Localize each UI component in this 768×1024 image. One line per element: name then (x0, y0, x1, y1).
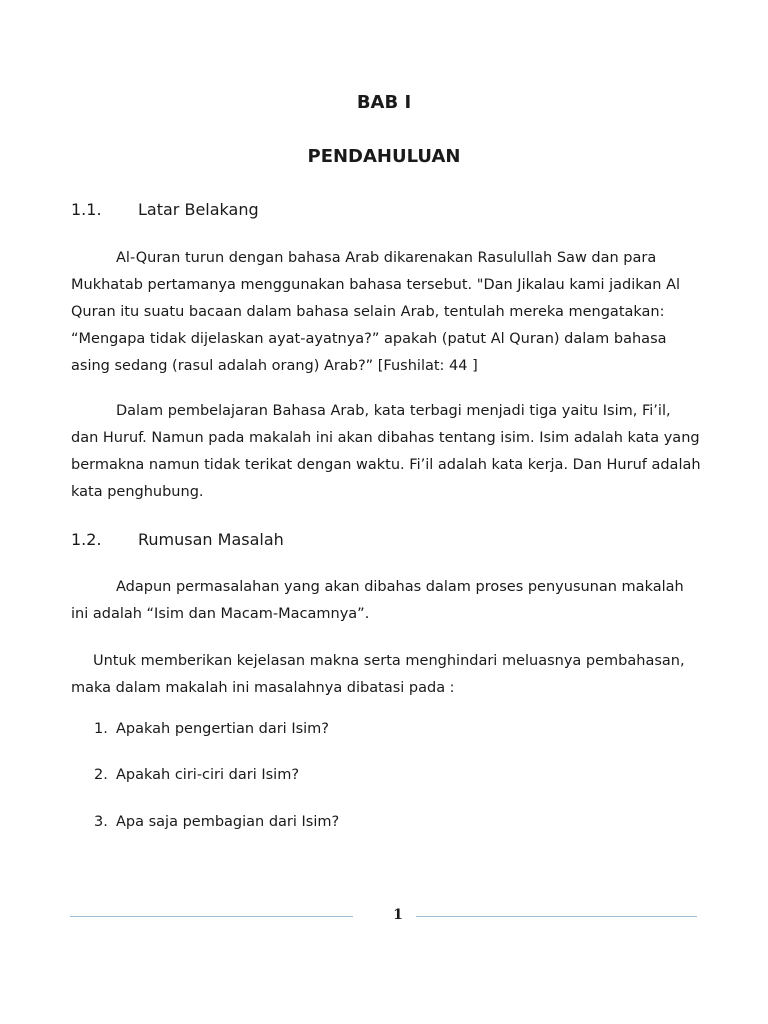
paragraph: Adapun permasalahan yang akan dibahas dalam proses penyusunan makalah ini adalah “Isim dan Macam-Macamnya”. (71, 579, 684, 622)
list-item-number: 2. (94, 767, 108, 783)
section-heading-rumusan-masalah (71, 530, 284, 549)
section-number: 1.1. (71, 200, 102, 219)
section-title: Rumusan Masalah (138, 530, 284, 549)
list-item-text: Apakah ciri-ciri dari Isim? (116, 767, 300, 783)
list-item-text: Apa saja pembagian dari Isim? (116, 814, 340, 830)
paragraph: Dalam pembelajaran Bahasa Arab, kata terbagi menjadi tiga yaitu Isim, Fi’il, dan Huruf. Namun pada makalah ini akan dibahas tentang isim. Isim adalah kata yang bermakna namun tidak terikat dengan waktu. Fi’il adalah kata kerja. Dan Huruf adalah kata penghubung. (71, 403, 701, 500)
paragraph: Al-Quran turun dengan bahasa Arab dikarenakan Rasulullah Saw dan para Mukhatab pertamanya menggunakan bahasa tersebut. "Dan Jikalau kami jadikan Al Quran itu suatu bacaan dalam bahasa selain Arab, tentulah mereka mengatakan: “Mengapa tidak dijelaskan ayat-ayatnya?” apakah (patut Al Quran) dalam bahasa asing sedang (rasul adalah orang) Arab?” [Fushilat: 44 ] (71, 250, 681, 374)
list-item (94, 814, 339, 830)
list-item-number: 3. (94, 814, 108, 830)
page-number: 1 (393, 907, 403, 923)
chapter-title: PENDAHULUAN (307, 146, 461, 167)
paragraph: Untuk memberikan kejelasan makna serta menghindari meluasnya pembahasan, maka dalam makalah ini masalahnya dibatasi pada : (71, 653, 685, 696)
section-heading-latar-belakang (71, 200, 259, 219)
section-title: Latar Belakang (138, 200, 259, 219)
footer-rule-right (416, 916, 697, 917)
list-item (94, 767, 299, 783)
list-item (94, 721, 329, 737)
chapter-label: BAB I (356, 92, 412, 113)
list-item-text: Apakah pengertian dari Isim? (116, 721, 330, 737)
list-item-number: 1. (94, 721, 108, 737)
footer-rule-left (70, 916, 353, 917)
section-number: 1.2. (71, 530, 102, 549)
